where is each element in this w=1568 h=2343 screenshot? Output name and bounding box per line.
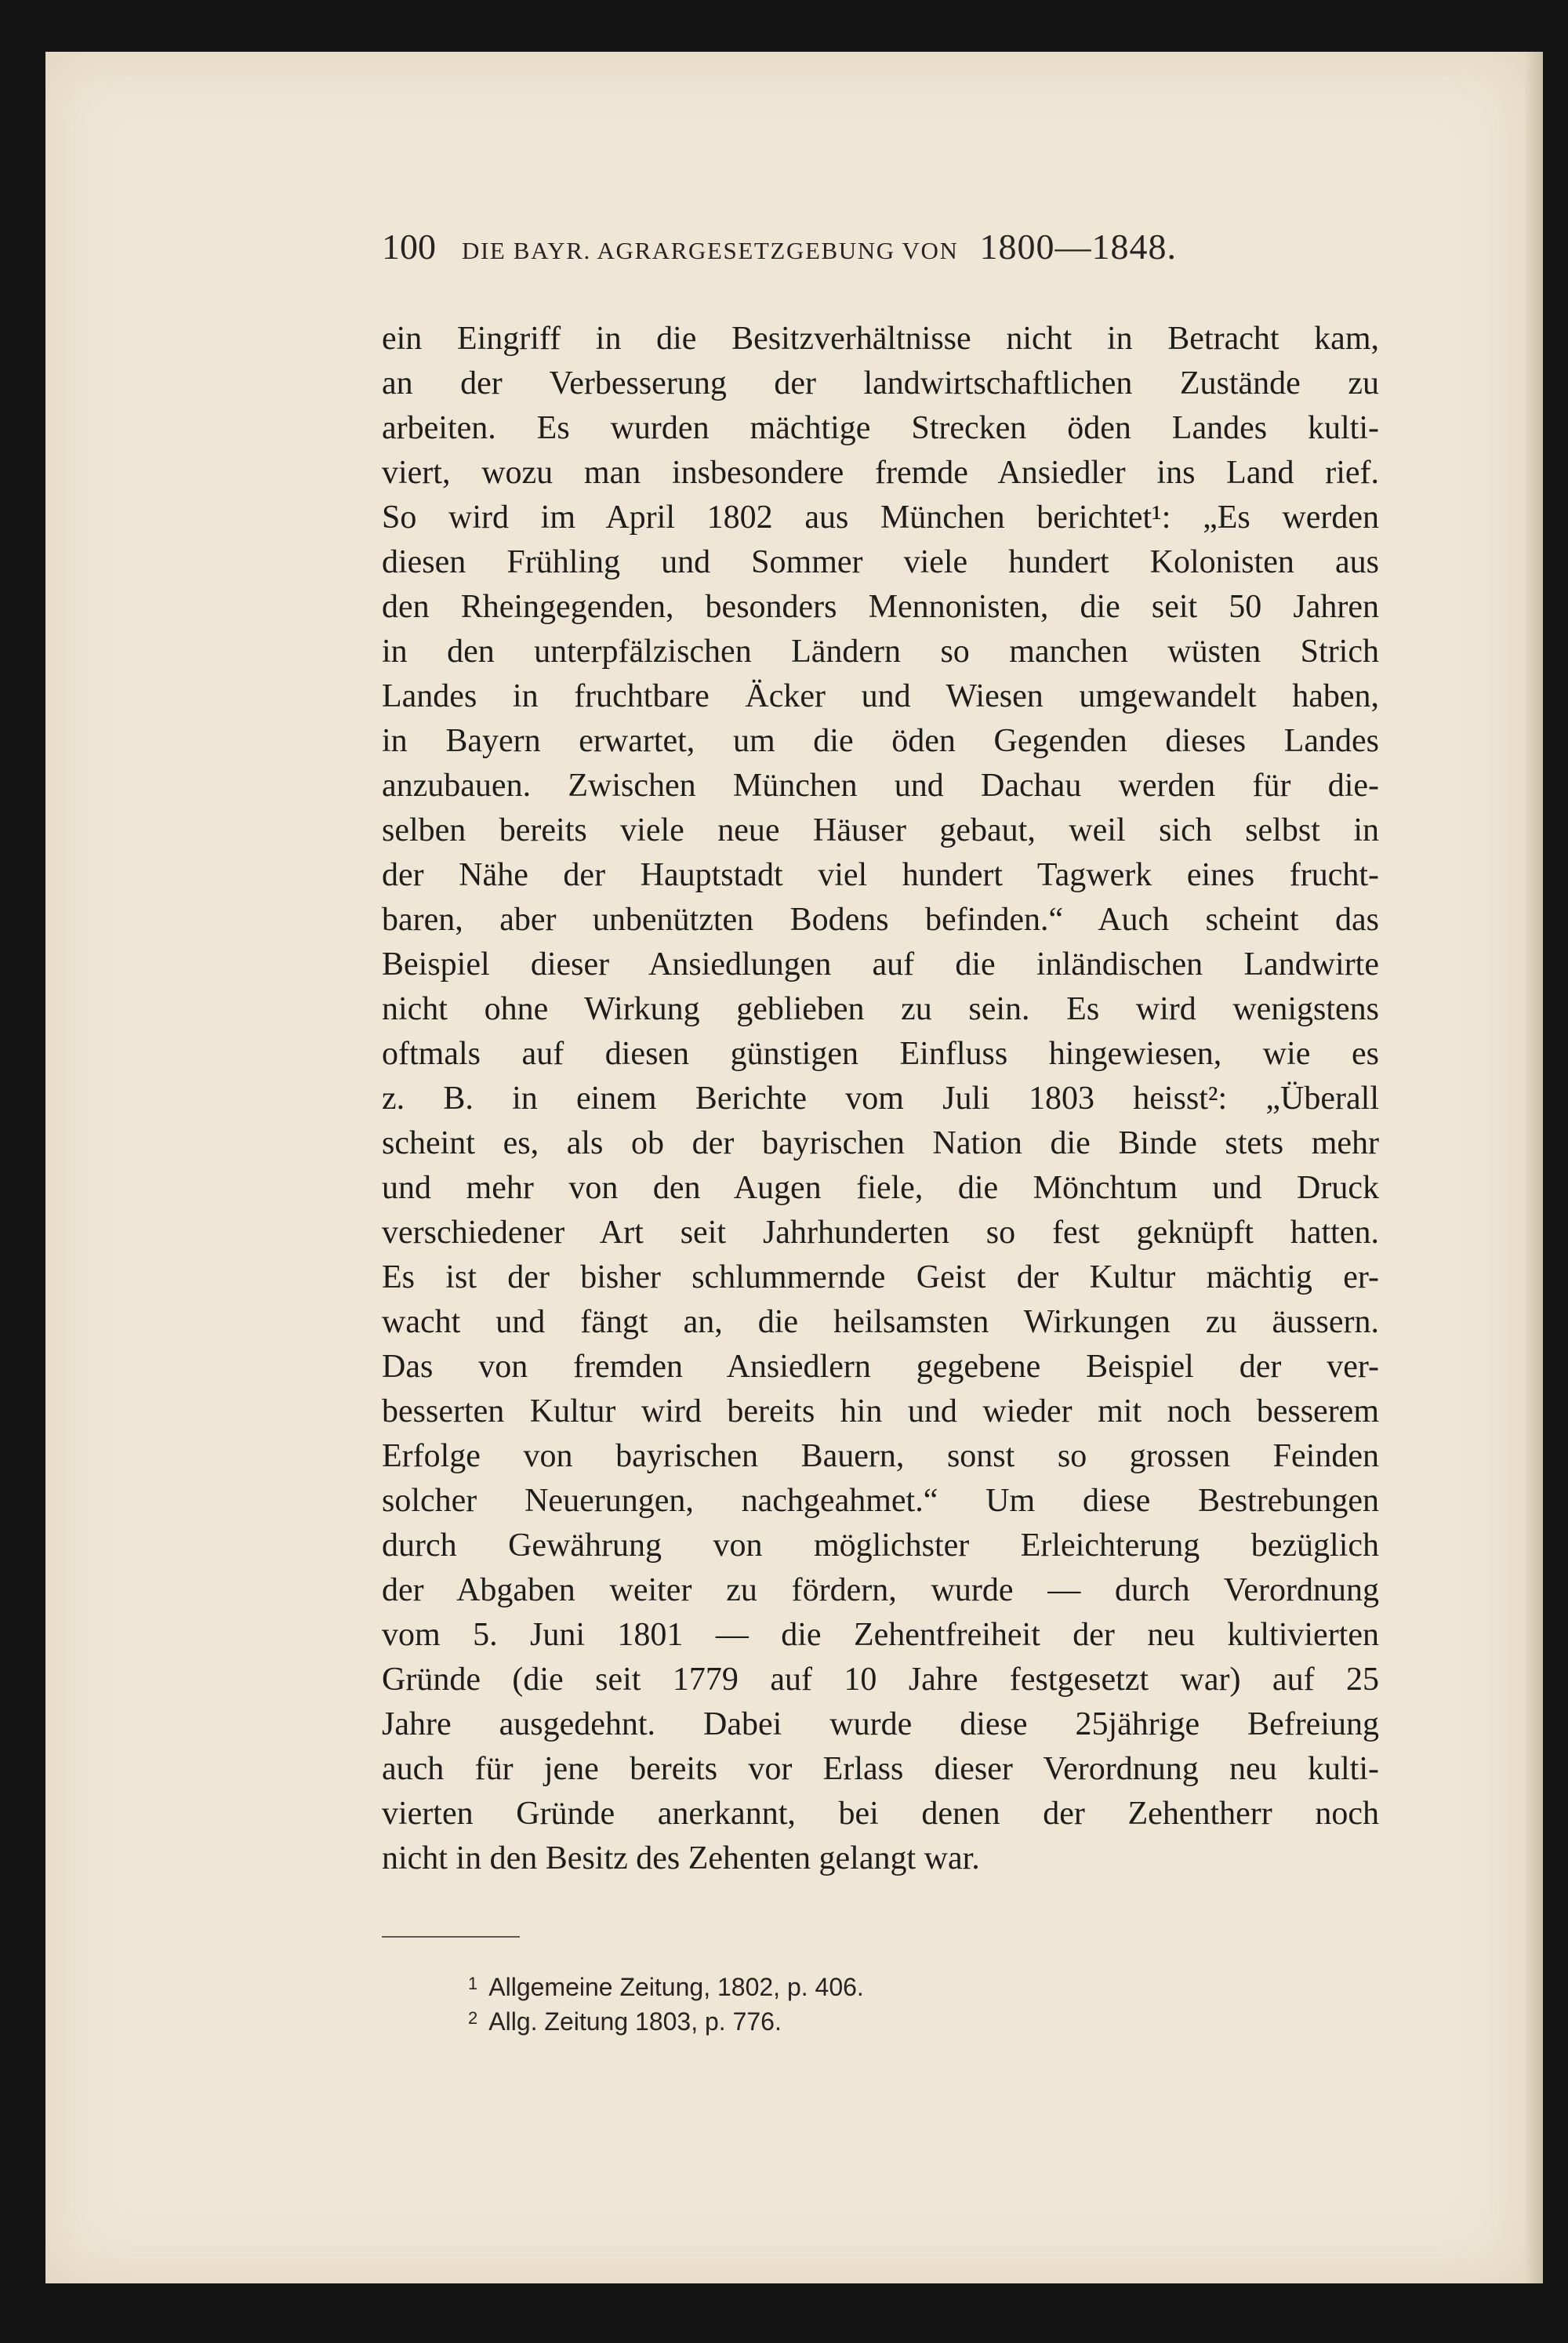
text-line: nicht in den Besitz des Zehenten gelangt war.: [382, 1840, 980, 1876]
page-edge: [1526, 52, 1543, 2283]
text-line: selben bereits viele neue Häuser gebaut, weil sich selbst in: [382, 812, 1379, 848]
footnote-marker: 1: [468, 1974, 478, 1993]
text-line: wacht und fängt an, die heilsamsten Wirkungen zu äussern.: [382, 1304, 1379, 1340]
text-line: Es ist der bisher schlummernde Geist der Kultur mächtig er-: [382, 1259, 1379, 1295]
text-line: So wird im April 1802 aus München berichtet¹: „Es werden: [382, 499, 1379, 536]
text-line: und mehr von den Augen fiele, die Mönchtum und Druck: [382, 1170, 1379, 1206]
text-line: nicht ohne Wirkung geblieben zu sein. Es wird wenigstens: [382, 991, 1379, 1027]
text-line: diesen Frühling und Sommer viele hundert Kolonisten aus: [382, 544, 1379, 580]
text-line: oftmals auf diesen günstigen Einfluss hingewiesen, wie es: [382, 1036, 1379, 1072]
text-line: Gründe (die seit 1779 auf 10 Jahre festgesetzt war) auf 25: [382, 1662, 1379, 1698]
text-line: baren, aber unbenützten Bodens befinden.“ Auch scheint das: [382, 902, 1379, 938]
text-line: in Bayern erwartet, um die öden Gegenden dieses Landes: [382, 723, 1379, 759]
running-header: [382, 226, 1298, 273]
footnote: [468, 1967, 1174, 2001]
footnote-text: Allg. Zeitung 1803, p. 776.: [488, 2007, 782, 2036]
footnotes: [468, 1967, 1174, 2036]
text-line: verschiedener Art seit Jahrhunderten so fest geknüpft hatten.: [382, 1215, 1379, 1251]
text-line: viert, wozu man insbesondere fremde Ansiedler ins Land rief.: [382, 455, 1379, 491]
body-text: [382, 317, 1379, 1881]
footnote-rule: [382, 1936, 520, 1938]
text-line: an der Verbesserung der landwirtschaftlichen Zustände zu: [382, 365, 1379, 401]
text-line: Beispiel dieser Ansiedlungen auf die inländischen Landwirte: [382, 946, 1379, 983]
text-line: ein Eingriff in die Besitzverhältnisse nicht in Betracht kam,: [382, 321, 1379, 357]
footnote-marker: 2: [468, 2008, 478, 2028]
text-line: der Nähe der Hauptstadt viel hundert Tagwerk eines frucht-: [382, 857, 1379, 893]
text-line: besserten Kultur wird bereits hin und wieder mit noch besserem: [382, 1393, 1379, 1429]
text-line: z. B. in einem Berichte vom Juli 1803 heisst²: „Überall: [382, 1081, 1379, 1117]
running-title-years: 1800—1848.: [979, 227, 1177, 267]
text-line: scheint es, als ob der bayrischen Nation die Binde stets mehr: [382, 1125, 1379, 1161]
page-number: 100: [382, 227, 436, 267]
text-line: den Rheingegenden, besonders Mennonisten, die seit 50 Jahren: [382, 589, 1379, 625]
text-line: arbeiten. Es wurden mächtige Strecken öden Landes kulti-: [382, 410, 1379, 446]
text-line: durch Gewährung von möglichster Erleichterung bezüglich: [382, 1527, 1379, 1564]
text-line: anzubauen. Zwischen München und Dachau werden für die-: [382, 768, 1379, 804]
text-line: in den unterpfälzischen Ländern so manchen wüsten Strich: [382, 634, 1379, 670]
footnote: [468, 2001, 1174, 2036]
running-title: DIE BAYR. AGRARGESETZGEBUNG VON: [462, 237, 959, 264]
text-line: auch für jene bereits vor Erlass dieser Verordnung neu kulti-: [382, 1751, 1379, 1787]
text-line: der Abgaben weiter zu fördern, wurde — durch Verordnung: [382, 1572, 1379, 1608]
text-line: Landes in fruchtbare Äcker und Wiesen umgewandelt haben,: [382, 678, 1379, 714]
footnote-text: Allgemeine Zeitung, 1802, p. 406.: [488, 1973, 864, 2001]
text-line: vierten Gründe anerkannt, bei denen der Zehentherr noch: [382, 1796, 1379, 1832]
text-line: vom 5. Juni 1801 — die Zehentfreiheit der neu kultivierten: [382, 1617, 1379, 1653]
text-line: Erfolge von bayrischen Bauern, sonst so grossen Feinden: [382, 1438, 1379, 1474]
text-line: solcher Neuerungen, nachgeahmet.“ Um diese Bestrebungen: [382, 1483, 1379, 1519]
text-line: Das von fremden Ansiedlern gegebene Beispiel der ver-: [382, 1349, 1379, 1385]
text-line: Jahre ausgedehnt. Dabei wurde diese 25jährige Befreiung: [382, 1706, 1379, 1742]
